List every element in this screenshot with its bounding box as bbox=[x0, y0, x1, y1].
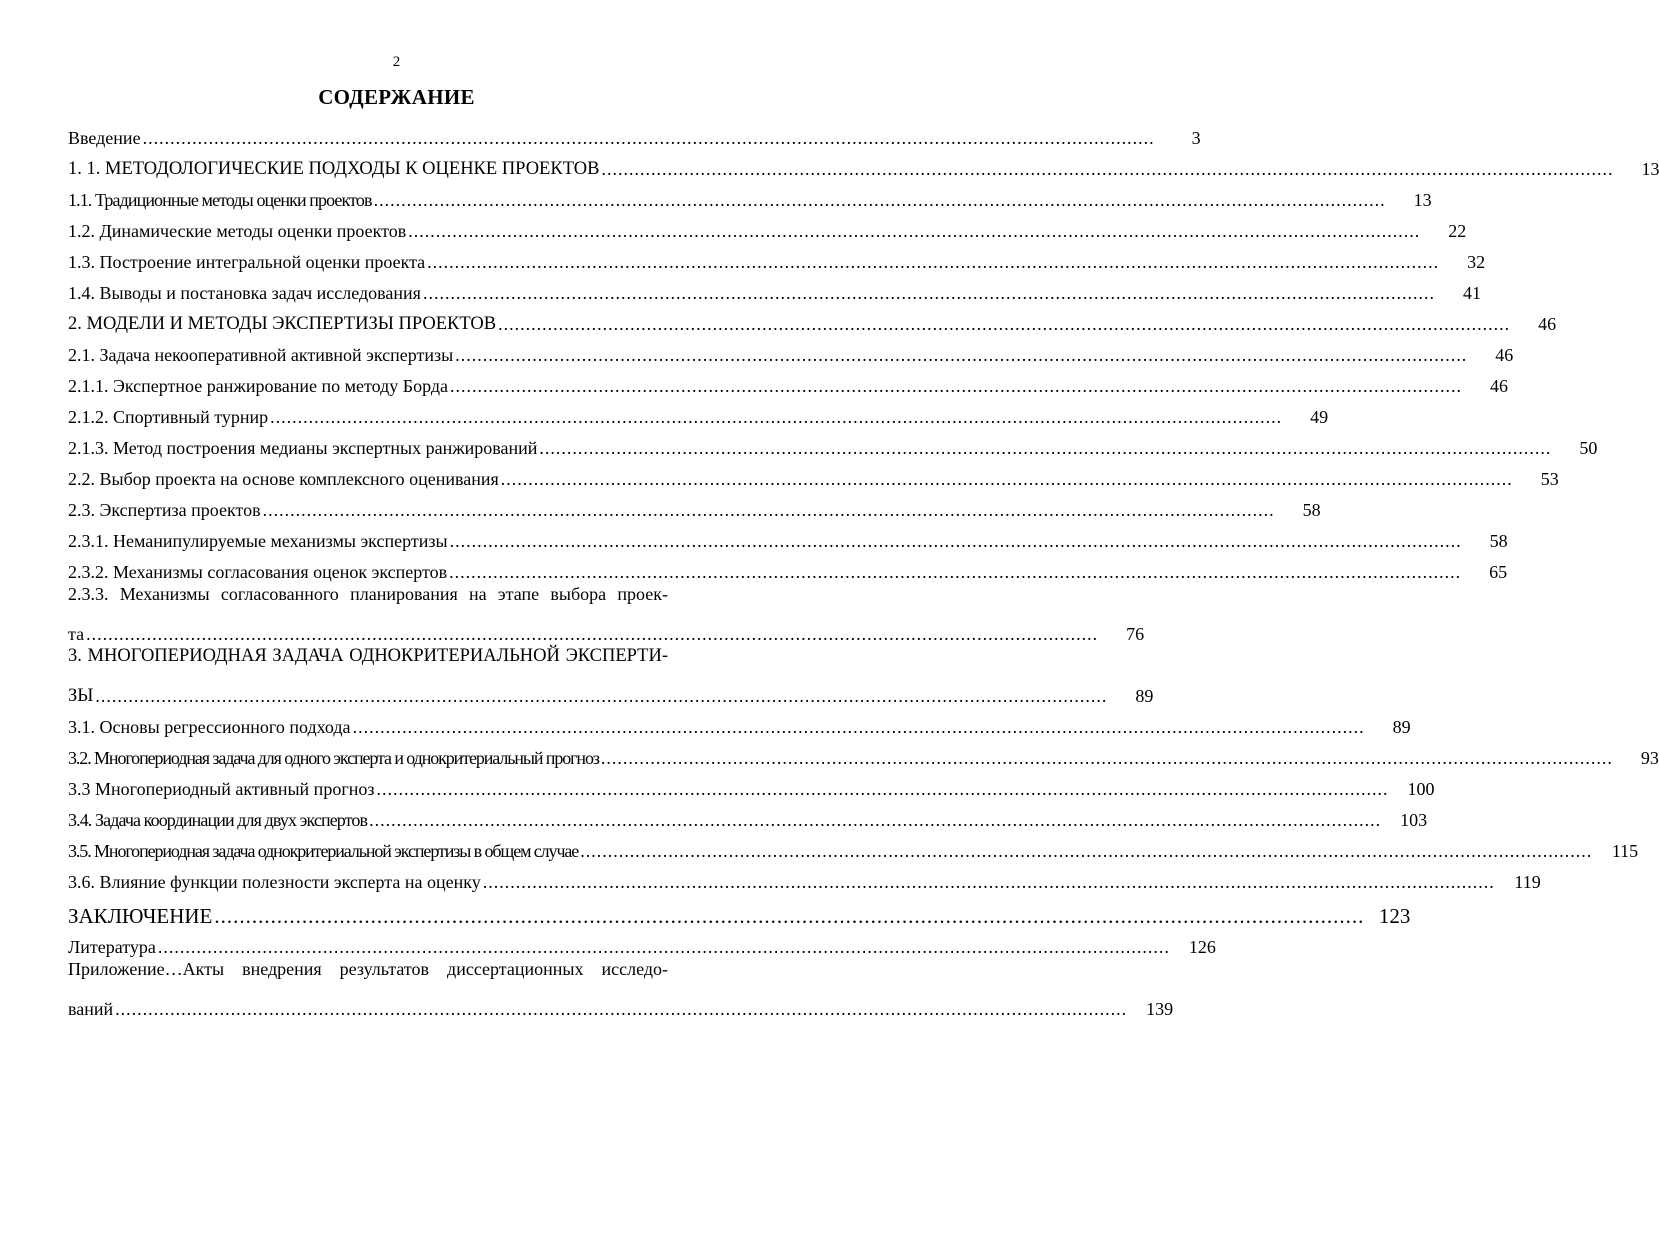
toc-entry-title: 1. 1. МЕТОДОЛОГИЧЕСКИЕ ПОДХОДЫ К ОЦЕНКЕ ПРОЕКТОВ bbox=[68, 159, 600, 179]
leader-dots bbox=[455, 344, 1467, 366]
leader-dots bbox=[580, 840, 1592, 862]
toc-entry-page: 89 bbox=[1135, 686, 1154, 706]
toc-entry-title: 2.1.2. Спортивный турнир bbox=[68, 407, 269, 427]
leader-dots bbox=[369, 809, 1381, 831]
toc-entry bbox=[68, 645, 724, 676]
toc-entry bbox=[68, 149, 1659, 180]
toc-entry-title: 3.6. Влияние функции полезности эксперта на оценку bbox=[68, 872, 481, 892]
toc-entry-page: 126 bbox=[1188, 937, 1216, 957]
toc-entry bbox=[68, 273, 1481, 304]
toc-entry bbox=[68, 242, 1486, 273]
leader-dots bbox=[449, 561, 1461, 583]
toc-entry-page: 13 bbox=[1641, 159, 1659, 179]
toc-title: СОДЕРЖАНИЕ bbox=[318, 85, 475, 109]
toc-entry-title: 2.3.2. Механизмы согласования оценок экспертов bbox=[68, 562, 448, 582]
toc-entry bbox=[68, 958, 724, 989]
toc-entry-title: 2.3. Экспертиза проектов bbox=[68, 500, 261, 520]
table-of-contents bbox=[68, 118, 1659, 1020]
leader-dots bbox=[423, 282, 1435, 304]
toc-entry-title: 1.1. Традиционные методы оценки проектов bbox=[68, 190, 372, 210]
leader-dots bbox=[143, 127, 1155, 149]
leader-dots bbox=[408, 220, 1420, 242]
toc-entry-title: 2. МОДЕЛИ И МЕТОДЫ ЭКСПЕРТИЗЫ ПРОЕКТОВ bbox=[68, 314, 497, 334]
leader-dots bbox=[427, 251, 1439, 273]
toc-entry bbox=[68, 893, 1411, 928]
toc-entry-title: 2.2. Выбор проекта на основе комплексного оценивания bbox=[68, 469, 499, 489]
leader-dots bbox=[501, 468, 1513, 490]
toc-entry bbox=[68, 335, 1514, 366]
toc-entry-title: Приложение…Акты внедрения результатов диссертационных исследо- bbox=[68, 959, 668, 979]
toc-entry bbox=[68, 738, 1659, 769]
toc-entry bbox=[68, 769, 1435, 800]
toc-entry bbox=[68, 211, 1467, 242]
toc-entry-page: 50 bbox=[1579, 438, 1598, 458]
page-number: 2 bbox=[392, 54, 401, 70]
leader-dots bbox=[376, 778, 1388, 800]
toc-entry-page: 49 bbox=[1310, 407, 1329, 427]
leader-dots bbox=[498, 313, 1510, 335]
leader-dots bbox=[270, 406, 1282, 428]
toc-entry-page: 58 bbox=[1489, 531, 1508, 551]
toc-entry-title: 2.1. Задача некооперативной активной экспертизы bbox=[68, 345, 454, 365]
toc-entry-title: 3.3 Многопериодный активный прогноз bbox=[68, 779, 375, 799]
toc-entry-page: 32 bbox=[1467, 252, 1486, 272]
toc-entry-page: 139 bbox=[1146, 999, 1174, 1019]
toc-entry-title: та bbox=[68, 624, 85, 644]
toc-entry-title: 3.5. Многопериодная задача однокритериальной экспертизы в общем случае bbox=[68, 841, 579, 861]
toc-entry bbox=[68, 927, 1216, 958]
leader-dots bbox=[601, 158, 1613, 180]
toc-entry bbox=[68, 366, 1508, 397]
toc-entry bbox=[68, 676, 1154, 707]
toc-entry-title: 3. МНОГОПЕРИОДНАЯ ЗАДАЧА ОДНОКРИТЕРИАЛЬНОЙ ЭКСПЕРТИ- bbox=[68, 646, 668, 666]
leader-dots bbox=[86, 623, 1098, 645]
toc-entry-page: 13 bbox=[1413, 190, 1432, 210]
leader-dots bbox=[214, 905, 1364, 927]
toc-entry-title: 2.1.1. Экспертное ранжирование по методу Борда bbox=[68, 376, 448, 396]
toc-entry bbox=[68, 304, 1557, 335]
toc-entry bbox=[68, 118, 1201, 149]
toc-entry-title: 3.1. Основы регрессионного подхода bbox=[68, 717, 351, 737]
toc-entry bbox=[68, 428, 1598, 459]
toc-entry bbox=[68, 397, 1329, 428]
toc-entry-page: 100 bbox=[1407, 779, 1435, 799]
toc-entry-page: 53 bbox=[1540, 469, 1559, 489]
toc-entry-title: 2.3.3. Механизмы согласованного планирования на этапе выбора проек- bbox=[68, 584, 668, 604]
toc-entry bbox=[68, 989, 1174, 1020]
toc-entry-page: 76 bbox=[1126, 624, 1145, 644]
leader-dots bbox=[450, 375, 1462, 397]
toc-entry-page: 41 bbox=[1462, 283, 1481, 303]
toc-entry-page: 46 bbox=[1538, 314, 1557, 334]
toc-entry-page: 65 bbox=[1489, 562, 1508, 582]
leader-dots bbox=[158, 936, 1170, 958]
leader-dots bbox=[263, 499, 1275, 521]
toc-entry bbox=[68, 180, 1432, 211]
toc-entry-title: 3.2. Многопериодная задача для одного эксперта и однокритериальный прогноз bbox=[68, 748, 599, 768]
toc-entry-title: ваний bbox=[68, 999, 114, 1019]
toc-entry-title: Введение bbox=[68, 128, 141, 148]
toc-entry bbox=[68, 552, 1508, 583]
toc-entry-page: 103 bbox=[1400, 810, 1428, 830]
toc-entry-title: Литература bbox=[68, 937, 156, 957]
toc-entry bbox=[68, 583, 724, 614]
toc-entry-title: ЗАКЛЮЧЕНИЕ bbox=[68, 904, 213, 928]
toc-entry bbox=[68, 707, 1411, 738]
leader-dots bbox=[483, 871, 1495, 893]
toc-entry-page: 22 bbox=[1448, 221, 1467, 241]
toc-entry bbox=[68, 614, 1145, 645]
toc-entry-title: ЗЫ bbox=[68, 686, 94, 706]
leader-dots bbox=[95, 685, 1107, 707]
toc-entry-page: 115 bbox=[1611, 841, 1639, 861]
toc-entry-title: 1.2. Динамические методы оценки проектов bbox=[68, 221, 407, 241]
leader-dots bbox=[115, 998, 1127, 1020]
leader-dots bbox=[374, 189, 1386, 211]
leader-dots bbox=[601, 747, 1613, 769]
toc-entry bbox=[68, 490, 1321, 521]
leader-dots bbox=[539, 437, 1551, 459]
toc-entry-page: 119 bbox=[1514, 872, 1541, 892]
toc-entry bbox=[68, 862, 1541, 893]
toc-entry-page: 89 bbox=[1392, 717, 1411, 737]
toc-entry-title: 1.3. Построение интегральной оценки проекта bbox=[68, 252, 426, 272]
toc-entry-page: 3 bbox=[1191, 128, 1201, 148]
toc-entry-title: 2.1.3. Метод построения медианы экспертных ранжирований bbox=[68, 438, 538, 458]
toc-entry bbox=[68, 521, 1508, 552]
leader-dots bbox=[450, 530, 1462, 552]
toc-entry bbox=[68, 831, 1639, 862]
toc-entry-title: 1.4. Выводы и постановка задач исследования bbox=[68, 283, 421, 303]
toc-entry bbox=[68, 800, 1428, 831]
toc-entry-title: 2.3.1. Неманипулируемые механизмы экспертизы bbox=[68, 531, 448, 551]
toc-entry-page: 46 bbox=[1495, 345, 1514, 365]
toc-entry-page: 93 bbox=[1640, 748, 1659, 768]
toc-entry-page: 46 bbox=[1490, 376, 1508, 396]
toc-entry bbox=[68, 459, 1559, 490]
leader-dots bbox=[353, 716, 1365, 738]
toc-entry-page: 123 bbox=[1378, 904, 1411, 928]
toc-entry-page: 58 bbox=[1302, 500, 1321, 520]
toc-entry-title: 3.4. Задача координации для двух экспертов bbox=[68, 810, 368, 830]
